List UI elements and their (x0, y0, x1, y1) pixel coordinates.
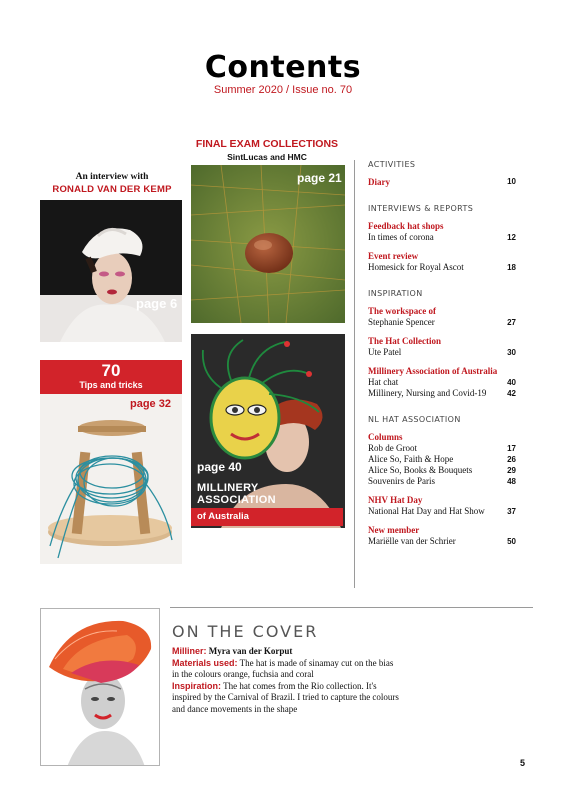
toc-entry-title: Mariëlle van der Schrier (368, 536, 456, 546)
millinery-title-line2: ASSOCIATION (197, 494, 276, 506)
inspiration-label: Inspiration: (172, 680, 221, 691)
toc-entry-hatcollection[interactable] (368, 347, 516, 358)
column-divider (354, 160, 355, 588)
toc-entry-nursing[interactable] (368, 388, 516, 399)
interview-photo[interactable] (40, 200, 182, 342)
toc-section-interviews: INTERVIEWS & REPORTS (368, 204, 474, 213)
cover-divider (170, 607, 533, 608)
toc-entry-title: Hat chat (368, 377, 399, 387)
toc-page-number: 40 (507, 378, 516, 387)
toc-entry-newmember[interactable] (368, 536, 516, 547)
toc-entry-title: Stephanie Spencer (368, 317, 435, 327)
inspiration-text: The hat comes from the Rio collection. It's inspired by the Carnival of Brazil. I tried to capture the colours and dance movements in the shape (172, 680, 399, 714)
toc-page-number: 27 (507, 318, 516, 327)
toc-section-inspiration: INSPIRATION (368, 289, 423, 298)
toc-entry-title: Millinery, Nursing and Covid-19 (368, 388, 487, 398)
milliner-name: Myra van der Korput (208, 646, 293, 656)
table-of-contents (368, 160, 516, 547)
toc-entry-title: Homesick for Royal Ascot (368, 262, 464, 272)
tips-page-label: page 32 (130, 398, 171, 410)
cover-hat-image (41, 609, 160, 766)
tips-number: 70 (101, 361, 121, 380)
toc-page-number: 48 (507, 477, 516, 486)
toc-page-number: 50 (507, 537, 516, 546)
toc-page-number: 17 (507, 444, 516, 453)
millinery-band-text: of Australia (197, 511, 249, 522)
toc-entry-title: Alice So, Faith & Hope (368, 454, 454, 464)
interview-page-label: page 6 (136, 296, 178, 311)
tips-banner (40, 360, 182, 394)
toc-entry-title: Rob de Groot (368, 443, 417, 453)
toc-entry-diary[interactable] (368, 177, 516, 188)
toc-entry-title: Alice So, Books & Bouquets (368, 465, 473, 475)
toc-entry-title: National Hat Day and Hat Show (368, 506, 485, 516)
toc-section-nl-hat: NL HAT ASSOCIATION (368, 415, 461, 424)
final-exam-page-label: page 21 (297, 171, 342, 185)
page-number: 5 (520, 758, 526, 768)
toc-entry-title: Diary (368, 177, 390, 187)
toc-workspace-title: The workspace of (368, 306, 436, 316)
milliner-label: Milliner: (172, 646, 207, 656)
toc-entry-hatchat[interactable] (368, 377, 516, 388)
toc-feedback-title: Feedback hat shops (368, 221, 444, 231)
cover-photo[interactable] (40, 608, 160, 766)
toc-page-number: 12 (507, 233, 516, 242)
hat-detail-image (191, 165, 345, 323)
page-title: Contents (204, 50, 362, 85)
tips-text: Tips and tricks (79, 380, 143, 390)
toc-entry-title: Ute Patel (368, 347, 402, 357)
toc-entry-title: Souvenirs de Paris (368, 476, 435, 486)
toc-section-activities: ACTIVITIES (368, 160, 416, 169)
toc-hatday-title: NHV Hat Day (368, 495, 423, 505)
final-exam-subtitle: SintLucas and HMC (227, 152, 307, 162)
materials-label: Materials used: (172, 657, 238, 668)
toc-entry-col1[interactable] (368, 443, 516, 454)
interview-photo-image (40, 200, 182, 342)
millinery-page-label: page 40 (197, 460, 242, 474)
toc-page-number: 18 (507, 263, 516, 272)
final-exam-title: FINAL EXAM COLLECTIONS (195, 138, 339, 150)
cover-milliner (172, 646, 402, 658)
toc-entry-col2[interactable] (368, 454, 516, 465)
toc-entry-col4[interactable] (368, 476, 516, 487)
toc-page-number: 29 (507, 466, 516, 475)
millinery-title (197, 482, 276, 506)
toc-entry-event[interactable] (368, 262, 516, 273)
toc-columns-title: Columns (368, 432, 403, 442)
toc-entry-feedback[interactable] (368, 232, 516, 243)
cover-inspiration (172, 681, 402, 716)
toc-page-number: 30 (507, 348, 516, 357)
toc-page-number: 37 (507, 507, 516, 516)
millinery-photo[interactable] (191, 334, 345, 528)
toc-event-title: Event review (368, 251, 419, 261)
toc-page-number: 26 (507, 455, 516, 464)
cover-heading: ON THE COVER (172, 622, 319, 641)
toc-page-number: 42 (507, 389, 516, 398)
final-exam-photo[interactable] (191, 165, 345, 323)
toc-association-title: Millinery Association of Australia (368, 366, 498, 376)
interview-intro: An interview with (75, 172, 149, 182)
millinery-band (191, 508, 343, 526)
toc-entry-title: In times of corona (368, 232, 434, 242)
issue-subtitle: Summer 2020 / Issue no. 70 (213, 84, 353, 96)
toc-entry-col3[interactable] (368, 465, 516, 476)
toc-newmember-title: New member (368, 525, 420, 535)
toc-page-number: 10 (507, 177, 516, 186)
millinery-title-line1: MILLINERY (197, 482, 259, 494)
materials-text: The hat is made of sinamay cut on the bias in the colours orange, fuchsia and coral (172, 657, 394, 680)
toc-hatcollection-title: The Hat Collection (368, 336, 441, 346)
interview-name: RONALD VAN DER KEMP (52, 184, 172, 195)
toc-entry-hatday[interactable] (368, 506, 516, 517)
cover-materials (172, 658, 402, 681)
toc-entry-workspace[interactable] (368, 317, 516, 328)
cover-description (172, 646, 402, 716)
